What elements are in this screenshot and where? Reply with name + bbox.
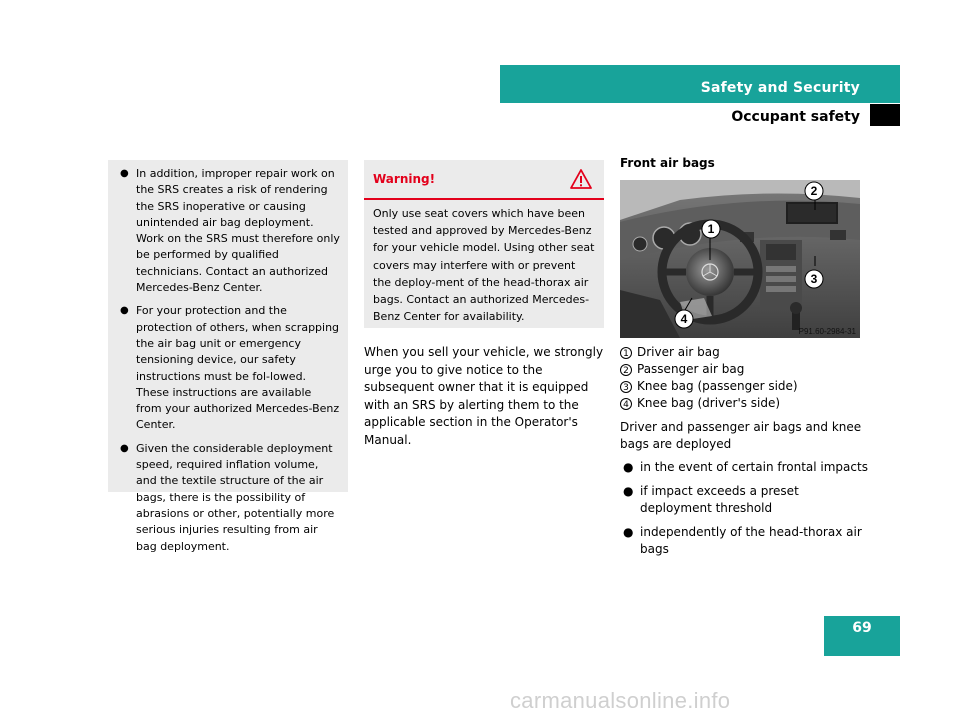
svg-text:3: 3 [810,272,818,286]
warning-box [364,160,604,328]
warning-title: Warning! [373,172,436,186]
list-item: ● For your protection and the protection of others, when scrapping the air bag unit or emergency tensioning device, our safety instructions must be fol-lowed. These instructions are available from your authorized Mercedes-Benz Center. [120,304,340,432]
front-airbags-heading: Front air bags [620,156,715,170]
dashboard-illustration [620,180,860,338]
list-item: ● In addition, improper repair work on the SRS creates a risk of rendering the SRS inoperative or causing unintended air bag deployment. Work on the SRS must therefore only be performed by qualified technicians. Contact an authorized Mercedes-Benz Center. [120,167,340,295]
warning-triangle-icon [570,168,592,190]
callout-1 [702,220,720,238]
svg-text:1: 1 [707,222,715,236]
warning-header [364,160,604,200]
figure-code: P91.60-2984-31 [798,327,856,336]
list-item: ● independently of the head-thorax air bags [623,525,862,556]
page-number: 69 [852,620,872,636]
header-marker [870,104,900,126]
svg-text:4: 4 [680,312,688,326]
left-note-box [108,160,348,553]
list-item: ● if impact exceeds a preset deployment threshold [623,484,799,515]
legend-item: 4 Knee bag (driver's side) [620,395,870,412]
dashboard-figure [620,180,860,338]
callout-2 [805,182,823,200]
svg-text:2: 2 [810,184,818,198]
legend-item: 1 Driver air bag [620,344,870,361]
resale-notice: When you sell your vehicle, we strongly urge you to give notice to the subsequent owner that it is equipped with an SRS by alerting them to the applicable section in the Operator's Manual. [364,345,604,447]
callout-3 [805,270,823,288]
figure-legend [620,344,870,412]
deployment-conditions [620,459,870,565]
list-item: ● Given the considerable deployment speed, required inflation volume, and the textile structure of the air bags, there is the possibility of abrasions or other, potentially more serious injuries resulting from air bag deployment. [120,441,335,553]
subsection-title: Occupant safety [731,109,860,125]
warning-body: Only use seat covers which have been tested and approved by Mercedes-Benz for your vehicle model. Using other seat covers may interfere with or prevent the deploy-ment of the head-thorax air bags. Contact an authorized Mercedes-Benz Center for availability. [373,207,595,324]
section-title: Safety and Security [700,80,860,96]
watermark: carmanualsonline.info [510,688,731,713]
callout-4 [675,310,693,328]
list-item: ● in the event of certain frontal impacts [623,460,868,474]
deployment-intro: Driver and passenger air bags and knee bags are deployed [620,420,862,451]
legend-item: 3 Knee bag (passenger side) [620,378,870,395]
legend-item: 2 Passenger air bag [620,361,870,378]
